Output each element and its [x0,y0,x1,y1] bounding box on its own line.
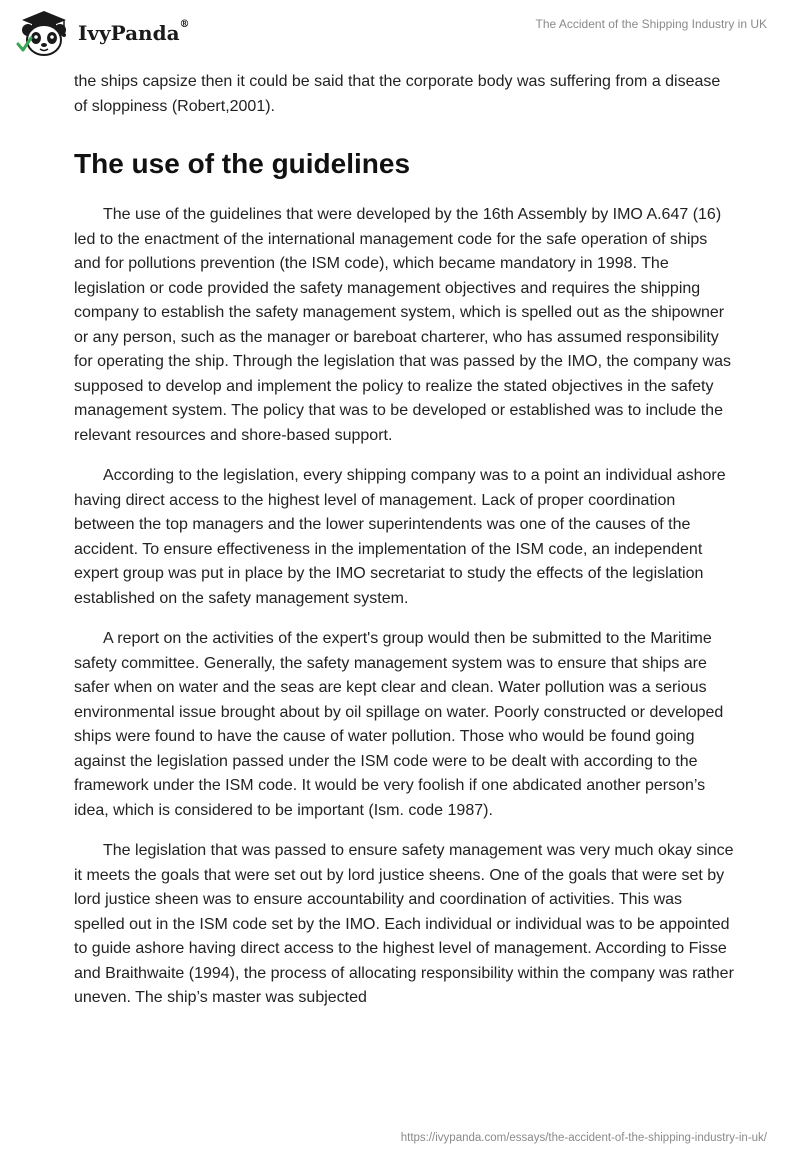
paragraph-3: A report on the activities of the expert's group would then be submitted to the Maritime safety committee. Generally, the safety management system was to ensure that ships are safer when on water and the seas are kept clear and clean. Water pollution was a serious environmental issue brought about by oil spillage on water. Poorly constructed or developed ships were found to have the cause of water pollution. Those who would be found going against the legislation passed under the ISM code were to be dealt with according to the framework under the ISM code. It would be very foolish if one abdicated another person’s idea, which is considered to be important (Ism. code 1987). [74,630,724,819]
paragraph-4: The legislation that was passed to ensure safety management was very much okay since it meets the goals that were set out by lord justice sheens. One of the goals that were set by lord justice sheen was to ensure accountability and coordination of activities. This was spelled out in the ISM code set by the IMO. Each individual or individual was to be appointed to guide ashore having direct access to the highest level of management. According to Fisse and Braithwaite (1994), the process of allocating responsibility within the company was rather uneven. The ship’s master was subjected [74,842,734,1006]
brand-name [78,21,190,45]
registered-mark: ® [179,19,190,30]
lead-paragraph: the ships capsize then it could be said that the corporate body was suffering from a disease of sloppiness (Robert,2001). [74,73,721,115]
ivypanda-logo[interactable] [14,8,194,58]
paragraph-1: The use of the guidelines that were developed by the 16th Assembly by IMO A.647 (16) led to the enactment of the international management code for the safe operation of ships and for pollutions prevention (the ISM code), which became mandatory in 1998. The legislation or code provided the safety management objectives and requires the shipping company to establish the safety management system, which is spelled out as the shipowner or any person, such as the manager or bareboat charterer, who has assumed responsibility for operating the ship. Through the legislation that was passed by the IMO, the company was supposed to develop and implement the policy to realize the stated objectives in the safety management system. The policy that was to be developed or established was to include the relevant resources and shore-based support. [74,206,731,444]
paragraph-2: According to the legislation, every shipping company was to a point an individual ashore having direct access to the highest level of management. Lack of proper coordination between the top managers and the lower superintendents was one of the causes of the accident. To ensure effectiveness in the implementation of the ISM code, an independent expert group was put in place by the IMO secretariat to study the effects of the legislation established on the safety management system. [74,467,726,607]
document-title: The Accident of the Shipping Industry in UK [535,17,767,31]
page-header [0,0,800,70]
panda-logo-icon [14,8,74,58]
brand-text: IvyPanda [78,21,180,45]
article-body [74,70,734,1027]
source-url-link[interactable]: https://ivypanda.com/essays/the-accident-of-the-shipping-industry-in-uk/ [400,1132,767,1144]
section-heading: The use of the guidelines [74,148,411,179]
